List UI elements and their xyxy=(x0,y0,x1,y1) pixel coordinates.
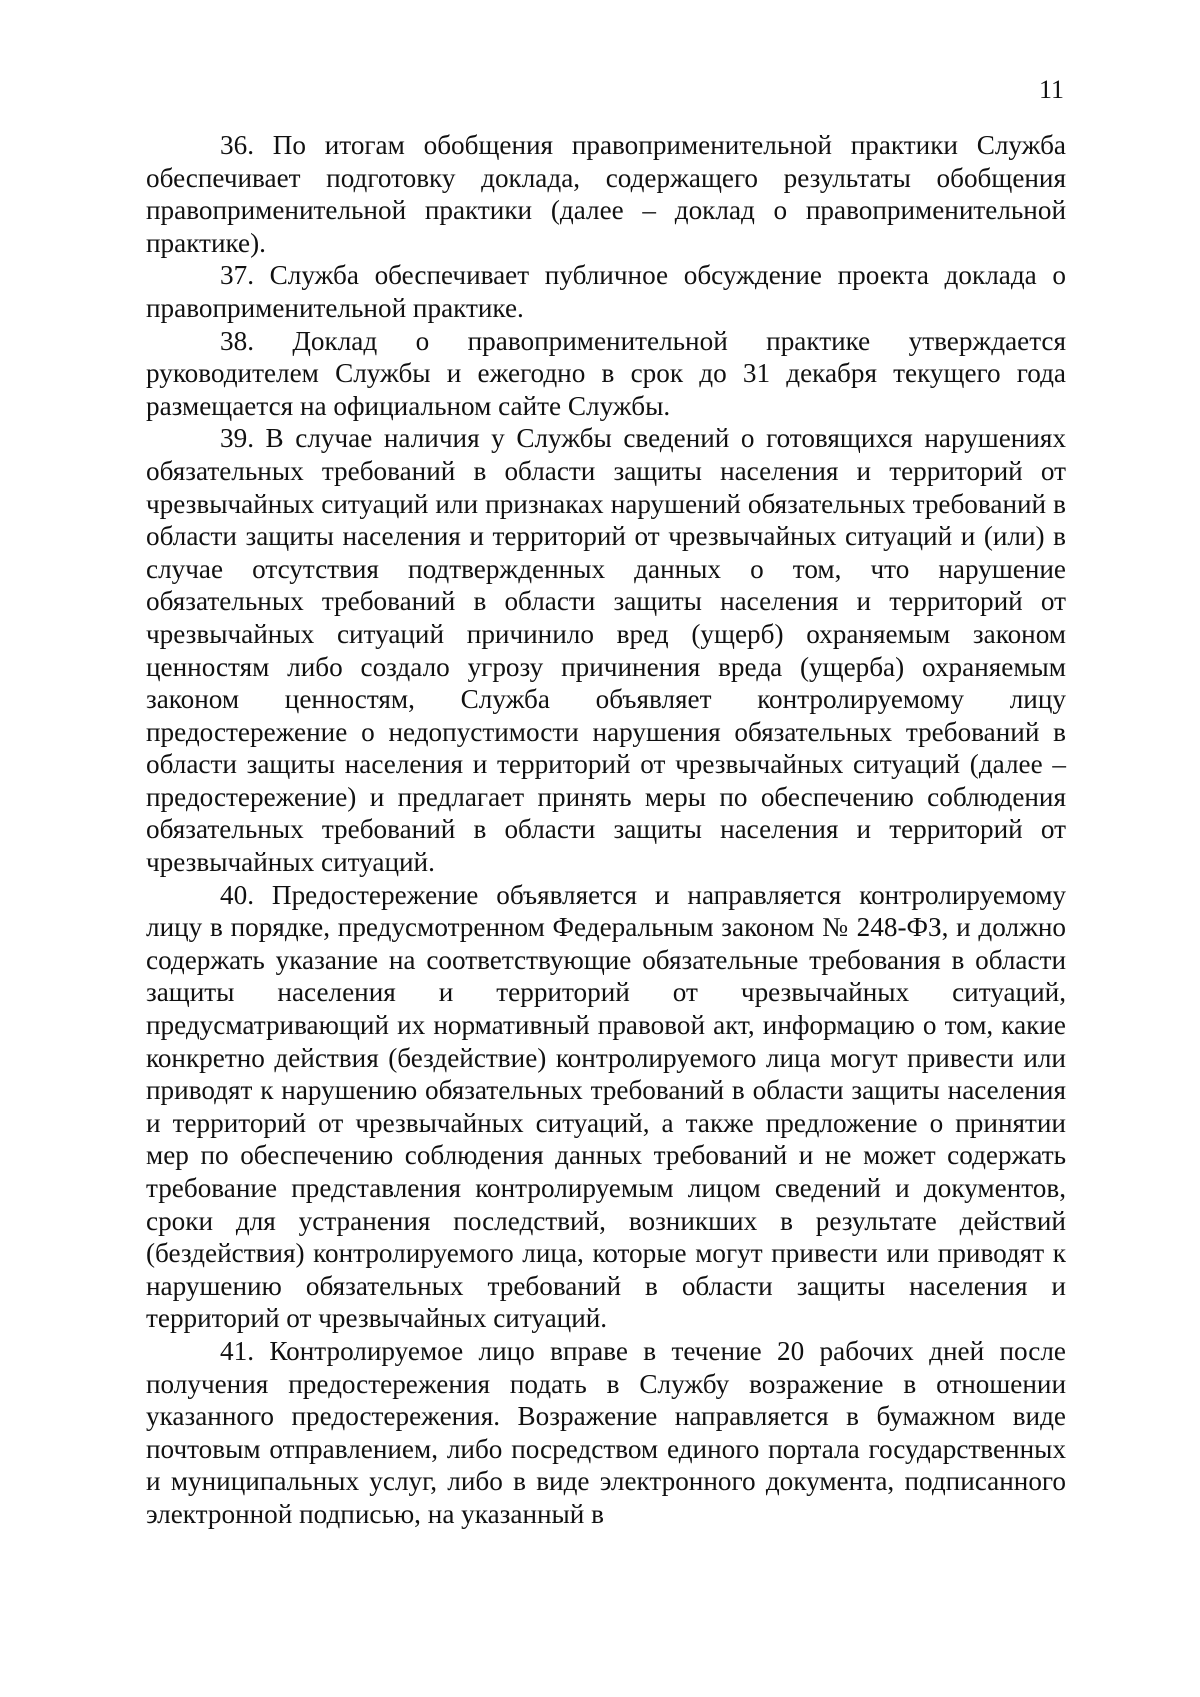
paragraph-40: 40. Предостережение объявляется и направляется контролируемому лицу в порядке, предусмотренном Федеральным законом № 248-ФЗ, и должно содержать указание на соответствующие обязательные требования в области защиты населения и территорий от чрезвычайных ситуаций, предусматривающий их нормативный правовой акт, информацию о том, какие конкретно действия (бездействие) контролируемого лица могут привести или приводят к нарушению обязательных требований в области защиты населения и территорий от чрезвычайных ситуаций, а также предложение о принятии мер по обеспечению соблюдения данных требований и не может содержать требование представления контролируемым лицом сведений и документов, сроки для устранения последствий, возникших в результате действий (бездействия) контролируемого лица, которые могут привести или приводят к нарушению обязательных требований в области защиты населения и территорий от чрезвычайных ситуаций. xyxy=(146,879,1066,1334)
paragraph-39: 39. В случае наличия у Службы сведений о готовящихся нарушениях обязательных требований в области защиты населения и территорий от чрезвычайных ситуаций или признаках нарушений обязательных требований в области защиты населения и территорий от чрезвычайных ситуаций и (или) в случае отсутствия подтвержденных данных о том, что нарушение обязательных требований в области защиты населения и территорий от чрезвычайных ситуаций причинило вред (ущерб) охраняемым законом ценностям либо создало угрозу причинения вреда (ущерба) охраняемым законом ценностям, Служба объявляет контролируемому лицу предостережение о недопустимости нарушения обязательных требований в области защиты населения и территорий от чрезвычайных ситуаций (далее – предостережение) и предлагает принять меры по обеспечению соблюдения обязательных требований в области защиты населения и территорий от чрезвычайных ситуаций. xyxy=(146,423,1066,878)
paragraph-38: 38. Доклад о правоприменительной практике утверждается руководителем Службы и ежегодно в срок до 31 декабря текущего года размещается на официальном сайте Службы. xyxy=(146,325,1066,421)
paragraph-36: 36. По итогам обобщения правоприменительной практики Служба обеспечивает подготовку доклада, содержащего результаты обобщения правоприменительной практики (далее – доклад о правоприменительной практике). xyxy=(146,130,1066,258)
paragraph-41: 41. Контролируемое лицо вправе в течение 20 рабочих дней после получения предостережения подать в Службу возражение в отношении указанного предостережения. Возражение направляется в бумажном виде почтовым отправлением, либо посредством единого портала государственных и муниципальных услуг, либо в виде электронного документа, подписанного электронной подписью, на указанный в xyxy=(146,1335,1066,1529)
page-number: 11 xyxy=(1038,75,1064,104)
document-body xyxy=(146,129,1066,1531)
paragraph-37: 37. Служба обеспечивает публичное обсуждение проекта доклада о правоприменительной практике. xyxy=(146,260,1066,323)
